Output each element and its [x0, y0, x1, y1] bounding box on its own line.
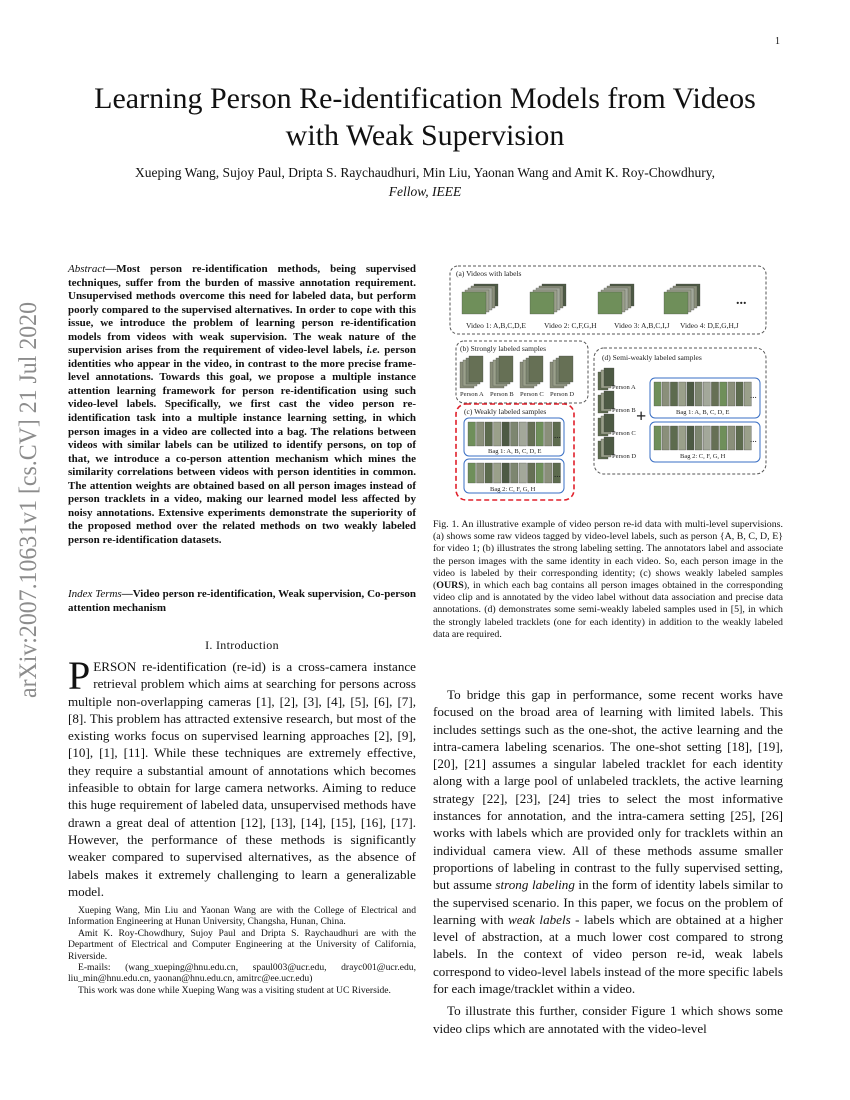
authors-names: Xueping Wang, Sujoy Paul, Dripta S. Raychaudhuri, Min Liu, Yaonan Wang and Amit K. Roy-Chowdhury,: [135, 165, 715, 180]
semi-bag-2-ellipsis: ...: [750, 434, 757, 444]
bag-person-image: [485, 463, 493, 483]
bag-person-image: [485, 422, 493, 446]
bag-person-image: [511, 463, 519, 483]
bag-1-ellipsis: ...: [554, 430, 561, 440]
rp1-c: - labels which are obtained at a higher level of abstraction, at a much lower cost compared to strong labels. In the context of video person re-id, weak labels correspond to video-level labels instead of the more specific labels for each image/tracklet within a video.: [433, 911, 783, 997]
caption-lead: Fig. 1.: [433, 519, 459, 530]
abstract-ie: i.e.: [366, 344, 381, 357]
semi-person-a: Person A: [612, 384, 636, 391]
bag-person-image: [728, 382, 735, 406]
rp1-b: in the form of identity labels similar to the supervised scenario. In this paper, we focus on the problem of learning with: [433, 877, 784, 927]
index-terms-lead: Index Terms: [68, 588, 122, 600]
abstract-text-1: —Most person re-identification methods, being supervised techniques, suffer from the burden of massive annotation requirement. Unsupervised methods overcome this need for labeled data, but perform poorly compared to the supervised alternatives. In order to cope with this issue, we introduce the problem of learning person re-identification models from videos with weak supervision. The weak nature of the supervision arises from the requirement of video-level labels,: [68, 263, 416, 357]
intro-text: ERSON re-identification (re-id) is a cross-camera instance retrieval problem which aims at searching for persons across multiple non-overlapping cameras [1], [2], [3], [4], [5], [6], [7], [8]. This problem has attracted extensive research, but most of the existing works focus on supervised learning approaches [2], [9], [10], [1], [11]. While these techniques are extremely effective, they require a substantial amount of annotations which becomes infeasible to obtain for large camera networks. Aiming to reduce this huge requirement of labeled data, unsupervised methods have drawn a great deal of attention [12], [13], [14], [15], [16], [17]. However, the performance of these methods is significantly weaker compared to supervised alternatives, as the absence of labels makes it extremely challenging to learn a generalizable model.: [68, 659, 416, 899]
bag-2-ellipsis: ...: [554, 469, 561, 479]
bag-person-image: [519, 463, 527, 483]
bag-person-image: [728, 426, 735, 450]
caption-ours: OURS: [436, 580, 464, 592]
bag-person-image: [711, 382, 718, 406]
abstract: [68, 263, 416, 547]
abstract-lead: Abstract: [68, 263, 106, 275]
right-column-text: [433, 686, 783, 1037]
arxiv-stamp: [6, 300, 46, 700]
semi-person-d: Person D: [612, 453, 637, 460]
panel-a-title: (a) Videos with labels: [456, 269, 522, 278]
section-heading: [68, 638, 416, 653]
bag-person-image: [703, 426, 710, 450]
right-paragraph-2: To illustrate this further, consider Figure 1 which shows some video clips which are annotated with the video-level: [433, 1003, 783, 1036]
bag-person-image: [662, 382, 669, 406]
bag-person-image: [477, 463, 485, 483]
semi-person-b: Person B: [612, 407, 636, 414]
panel-b-title: (b) Strongly labeled samples: [460, 344, 547, 353]
bag-person-image: [703, 382, 710, 406]
page-number: 1: [775, 36, 780, 47]
bag-person-image: [654, 426, 661, 450]
bag-person-image: [528, 422, 536, 446]
weak-bag-1-label: Bag 1: A, B, C, D, E: [488, 448, 542, 455]
rp1-em-2: weak labels: [508, 911, 571, 927]
section-heading-text: I. Introduction: [205, 638, 279, 652]
bag-person-image: [695, 382, 702, 406]
plus-sign: +: [636, 406, 647, 426]
person-image: [559, 356, 573, 382]
bag-person-image: [670, 382, 677, 406]
semi-bag-2-label: Bag 2: C, F, G, H: [680, 453, 726, 460]
person-image: [529, 356, 543, 382]
strong-label-a: Person A: [460, 391, 484, 398]
bag-person-image: [687, 426, 694, 450]
bag-person-image: [736, 382, 743, 406]
bag-person-image: [536, 422, 544, 446]
strong-label-b: Person B: [490, 391, 514, 398]
video-thumbnail: [598, 292, 622, 314]
drop-cap: P: [68, 653, 91, 698]
footnote-2: Amit K. Roy-Chowdhury, Sujoy Paul and Dripta S. Raychaudhuri are with the Department of Electrical and Computer Engineering at the University of California, Riverside.: [68, 927, 416, 962]
bag-person-image: [468, 422, 476, 446]
paper-title: Learning Person Re-identification Models from Videos with Weak Supervision: [94, 82, 756, 152]
abstract-text-2: person identities who appear in the video, in contrast to the more precise frame-level annotations. Towards this goal, we propose a multiple instance attention learning framework for person re-identification using such video-level labels. Specifically, we first cast the video person re-identification task into a multiple instance learning setting, in which person images in a video are collected into a bag. The relations between videos with similar labels can be utilized to identify persons, on top of that, we introduce a co-person attention mechanism which mines the similarity correlations between videos with person identities in common. The attention weights are obtained based on all person images instead of person tracklets in a video, making our learned model less affected by noisy annotations. Extensive experiments demonstrate the superiority of the proposed method over the related methods on two weakly labeled person re-identification datasets.: [68, 344, 416, 546]
rp1-em-1: strong labeling: [495, 877, 575, 893]
footnotes: [68, 905, 416, 996]
person-image: [499, 356, 513, 382]
caption-text-1: An illustrative example of video person re-id data with multi-level supervisions. (a) shows some raw videos tagged by video-level labels, such as person {A, B, C, D, E} for video 1; (b) illustrates the strong labeling setting. The annotators label and associate the person images with the same identity in each video. So, each person image in the video is labeled by their corresponding identity; (c) shows weakly labeled samples (: [433, 519, 783, 592]
bag-person-image: [468, 463, 476, 483]
video-thumbnail: [664, 292, 688, 314]
bag-person-image: [679, 426, 686, 450]
panel-c-title: (c) Weakly labeled samples: [464, 407, 547, 416]
bag-person-image: [545, 463, 553, 483]
bag-person-image: [695, 426, 702, 450]
bag-person-image: [679, 382, 686, 406]
right-paragraph-1: [433, 686, 783, 997]
semi-person-c: Person C: [612, 430, 636, 437]
panel-a-ellipsis: ...: [736, 293, 747, 308]
intro-paragraph: [68, 653, 416, 900]
bag-person-image: [720, 382, 727, 406]
bag-person-image: [494, 422, 502, 446]
strong-label-c: Person C: [520, 391, 544, 398]
arxiv-stamp-text: arXiv:2007.10631v1 [cs.CV] 21 Jul 2020: [15, 300, 42, 698]
rp1-a: To bridge this gap in performance, some recent works have focused on the broad area of learning with limited labels. This includes settings such as the one-shot, the active learning and the intra-camera labeling scenarios. The one-shot setting [18], [19], [20], [21] assumes a singular labeled tracklet for each identity along with a large pool of unlabeled tracklets, the active learning strategy [22], [23], [24] tries to select the most informative instances for annotation, and the intra-camera setting [25], [26] works with labels which are provided only for tracklets within an individual camera view. All of these methods assume smaller proportions of labeling in contrast to the fully supervised setting, but assume: [433, 687, 783, 893]
strong-label-d: Person D: [550, 391, 575, 398]
footnote-3: E-mails: (wang_xueping@hnu.edu.cn, spaul003@ucr.edu, drayc001@ucr.edu, liu_min@hnu.edu.cn, yaonan@hnu.edu.cn, amitrc@ee.ucr.edu): [68, 962, 416, 985]
bag-person-image: [528, 463, 536, 483]
video-thumbnail: [462, 292, 486, 314]
footnote-4: This work was done while Xueping Wang was a visiting student at UC Riverside.: [78, 984, 391, 996]
bag-person-image: [711, 426, 718, 450]
bag-person-image: [511, 422, 519, 446]
panel-d-title: (d) Semi-weakly labeled samples: [602, 353, 702, 362]
person-image: [469, 356, 483, 382]
bag-person-image: [670, 426, 677, 450]
bag-person-image: [654, 382, 661, 406]
video-label-3: Video 3: A,B,C,I,J: [614, 321, 670, 330]
figure-caption: [433, 519, 783, 641]
footnote-1: Xueping Wang, Min Liu and Yaonan Wang are with the College of Electrical and Information Engineering at Hunan University, Changsha, Hunan, China.: [68, 905, 416, 928]
bag-person-image: [477, 422, 485, 446]
bag-person-image: [687, 382, 694, 406]
video-thumbnail: [530, 292, 554, 314]
bag-person-image: [502, 463, 510, 483]
bag-person-image: [736, 426, 743, 450]
video-label-4: Video 4: D,E,G,H,J: [680, 321, 739, 330]
bag-person-image: [545, 422, 553, 446]
weak-bag-2-label: Bag 2: C, F, G, H: [490, 486, 536, 493]
bag-person-image: [494, 463, 502, 483]
video-label-2: Video 2: C,F,G,H: [544, 321, 597, 330]
index-terms-text: —Video person re-identification, Weak supervision, Co-person attention mechanism: [68, 588, 416, 614]
bag-person-image: [519, 422, 527, 446]
bag-person-image: [502, 422, 510, 446]
index-terms: [68, 588, 416, 615]
bag-person-image: [536, 463, 544, 483]
bag-person-image: [662, 426, 669, 450]
caption-text-2: ), in which each bag contains all person images obtained in the corresponding video clip and is annotated by the video label without data association and precise data annotations. (d) demonstrates some semi-weakly labeled samples used in [5], in which the strongly labeled tracklets (one for each identity) in addition to the weakly labeled data are required.: [433, 580, 783, 640]
semi-bag-1-ellipsis: ...: [750, 390, 757, 400]
semi-bag-1-label: Bag 1: A, B, C, D, E: [676, 409, 730, 416]
figure-1: [448, 264, 778, 504]
author-list: [70, 163, 780, 201]
video-label-1: Video 1: A,B,C,D,E: [466, 321, 526, 330]
bag-person-image: [720, 426, 727, 450]
authors-fellow: Fellow, IEEE: [388, 184, 462, 199]
